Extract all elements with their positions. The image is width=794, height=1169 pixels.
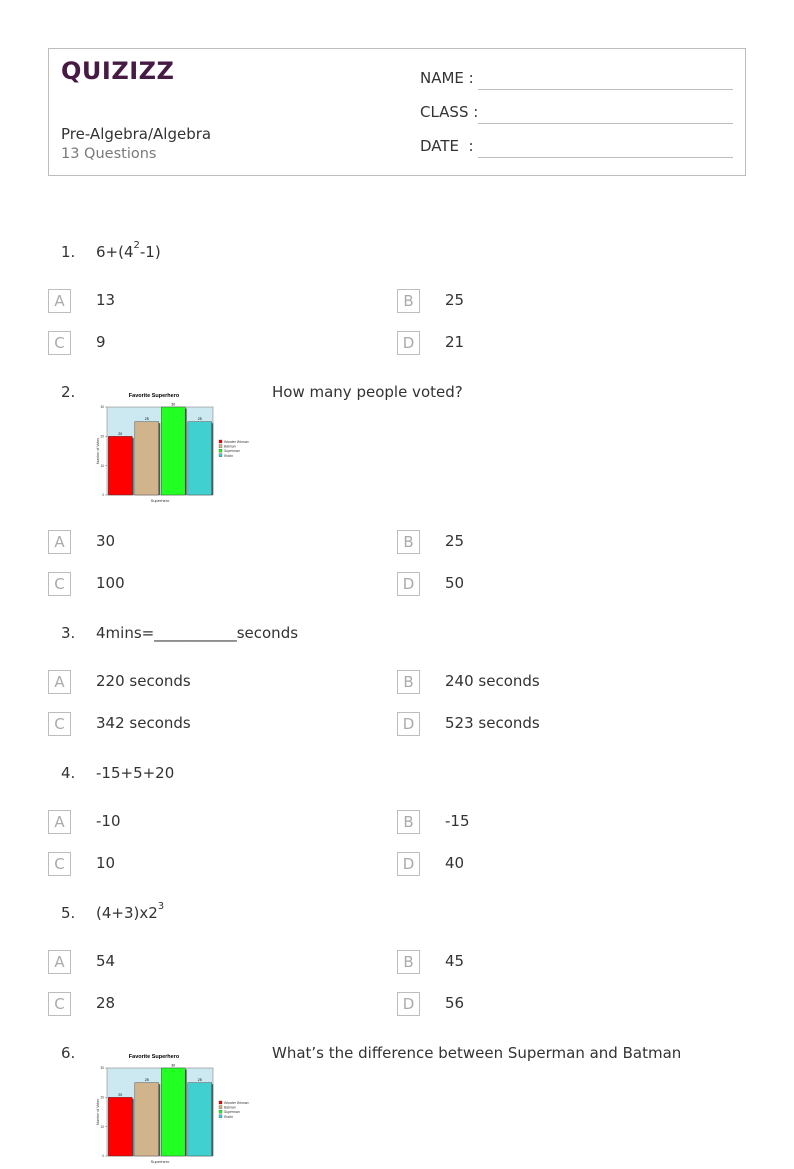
name-label: NAME :	[420, 69, 474, 87]
bar-chart-image	[92, 1049, 262, 1169]
option-text: 21	[445, 333, 465, 351]
bar	[188, 1083, 212, 1156]
x-axis-label: Superhero	[150, 1159, 170, 1164]
option-letter[interactable]: A	[48, 950, 71, 974]
question-text: How many people voted?	[272, 383, 463, 401]
option-text: 523 seconds	[445, 714, 540, 732]
worksheet-header	[48, 48, 746, 176]
option-text: 342 seconds	[96, 714, 191, 732]
x-axis-label: Superhero	[150, 498, 170, 503]
y-axis-label: Number of Votes	[96, 437, 100, 465]
option-text: 25	[445, 291, 465, 309]
bar-value-label: 20	[118, 431, 123, 436]
bar-value-label: 25	[144, 417, 149, 422]
legend-entry: Superman	[224, 1110, 240, 1115]
bar-chart-image	[92, 388, 262, 508]
bar	[135, 422, 159, 495]
legend-swatch	[219, 454, 222, 457]
option-letter[interactable]: B	[397, 530, 420, 554]
legend-entry: Wonder Woman	[224, 1101, 249, 1105]
option-letter[interactable]: D	[397, 852, 420, 876]
option-letter[interactable]: C	[48, 572, 71, 596]
option-text: 50	[445, 574, 465, 592]
option-letter[interactable]: D	[397, 712, 420, 736]
bar-value-label: 30	[171, 402, 176, 407]
option-text: 240 seconds	[445, 672, 540, 690]
option-letter[interactable]: D	[397, 331, 420, 355]
question-text: 4mins=___________seconds	[96, 624, 299, 642]
question-text-exponent: 2	[133, 240, 140, 251]
y-axis-label: Number of Votes	[96, 1098, 100, 1126]
question-text-rest: -1)	[139, 243, 161, 261]
y-tick-label: 10	[100, 1124, 104, 1129]
chart-title: Favorite Superhero	[128, 1054, 180, 1060]
bar	[161, 1068, 185, 1156]
option-letter[interactable]: B	[397, 810, 420, 834]
date-line[interactable]	[478, 157, 733, 158]
option-letter[interactable]: A	[48, 289, 71, 313]
option-text: 40	[445, 854, 465, 872]
legend-swatch	[219, 445, 222, 448]
option-text: 28	[96, 994, 116, 1012]
option-letter[interactable]: C	[48, 712, 71, 736]
question-number: 6.	[61, 1044, 76, 1062]
name-line[interactable]	[478, 89, 733, 90]
option-letter[interactable]: C	[48, 331, 71, 355]
class-label: CLASS :	[420, 103, 479, 121]
bar-value-label: 25	[197, 417, 202, 422]
date-label: DATE :	[420, 137, 474, 155]
chart-title: Favorite Superhero	[128, 393, 180, 399]
option-text: 13	[96, 291, 116, 309]
legend-swatch	[219, 440, 222, 443]
y-tick-label: 20	[100, 434, 104, 439]
option-letter[interactable]: B	[397, 289, 420, 313]
bar	[135, 1083, 159, 1156]
question-count: 13 Questions	[61, 146, 157, 162]
question-text-main: 6+(4	[96, 243, 134, 261]
option-text: 9	[96, 333, 106, 351]
question-number: 5.	[61, 904, 76, 922]
question-number: 4.	[61, 764, 76, 782]
bar-value-label: 30	[171, 1063, 176, 1068]
y-tick-label: 20	[100, 1095, 104, 1100]
bar	[108, 1097, 132, 1156]
option-letter[interactable]: D	[397, 572, 420, 596]
class-line[interactable]	[478, 123, 733, 124]
question-text-main: (4+3)x2	[96, 904, 158, 922]
legend-swatch	[219, 449, 222, 452]
quizizz-logo: QUIZIZZ	[61, 57, 175, 85]
bar-value-label: 25	[144, 1078, 149, 1083]
option-text: 30	[96, 532, 116, 550]
legend-entry: Wonder Woman	[224, 440, 249, 444]
y-tick-label: 30	[100, 1066, 104, 1071]
question-text: What’s the difference between Superman and Batman	[272, 1044, 682, 1062]
bar-value-label: 20	[118, 1092, 123, 1097]
legend-swatch	[219, 1106, 222, 1109]
y-tick-label: 0	[102, 493, 104, 498]
question-text	[96, 240, 161, 261]
option-letter[interactable]: A	[48, 670, 71, 694]
option-letter[interactable]: B	[397, 950, 420, 974]
option-letter[interactable]: A	[48, 810, 71, 834]
bar-chart-svg	[92, 388, 262, 508]
worksheet-title: Pre-Algebra/Algebra	[61, 125, 212, 143]
option-text: 54	[96, 952, 116, 970]
legend-entry: Batman	[224, 444, 236, 449]
option-text: 220 seconds	[96, 672, 191, 690]
question-number: 1.	[61, 243, 76, 261]
option-letter[interactable]: C	[48, 992, 71, 1016]
y-tick-label: 0	[102, 1154, 104, 1159]
bar	[108, 436, 132, 495]
bar-chart-svg	[92, 1049, 262, 1169]
option-letter[interactable]: C	[48, 852, 71, 876]
question-number: 2.	[61, 383, 76, 401]
option-text: 25	[445, 532, 465, 550]
bar-value-label: 25	[197, 1078, 202, 1083]
option-letter[interactable]: D	[397, 992, 420, 1016]
option-letter[interactable]: B	[397, 670, 420, 694]
y-tick-label: 10	[100, 463, 104, 468]
legend-swatch	[219, 1101, 222, 1104]
y-tick-label: 30	[100, 405, 104, 410]
option-text: 45	[445, 952, 465, 970]
question-number: 3.	[61, 624, 76, 642]
bar	[188, 422, 212, 495]
option-text: -10	[96, 812, 121, 830]
bar	[161, 407, 185, 495]
question-text-exponent: 3	[157, 901, 165, 912]
legend-entry: Batman	[224, 1105, 236, 1110]
option-text: -15	[445, 812, 470, 830]
legend-swatch	[219, 1115, 222, 1118]
option-letter[interactable]: A	[48, 530, 71, 554]
question-text: -15+5+20	[96, 764, 175, 782]
question-text	[96, 901, 165, 922]
option-text: 100	[96, 574, 125, 592]
legend-entry: Robin	[224, 453, 233, 458]
option-text: 10	[96, 854, 116, 872]
option-text: 56	[445, 994, 465, 1012]
legend-entry: Superman	[224, 449, 240, 454]
legend-entry: Robin	[224, 1114, 233, 1119]
legend-swatch	[219, 1110, 222, 1113]
